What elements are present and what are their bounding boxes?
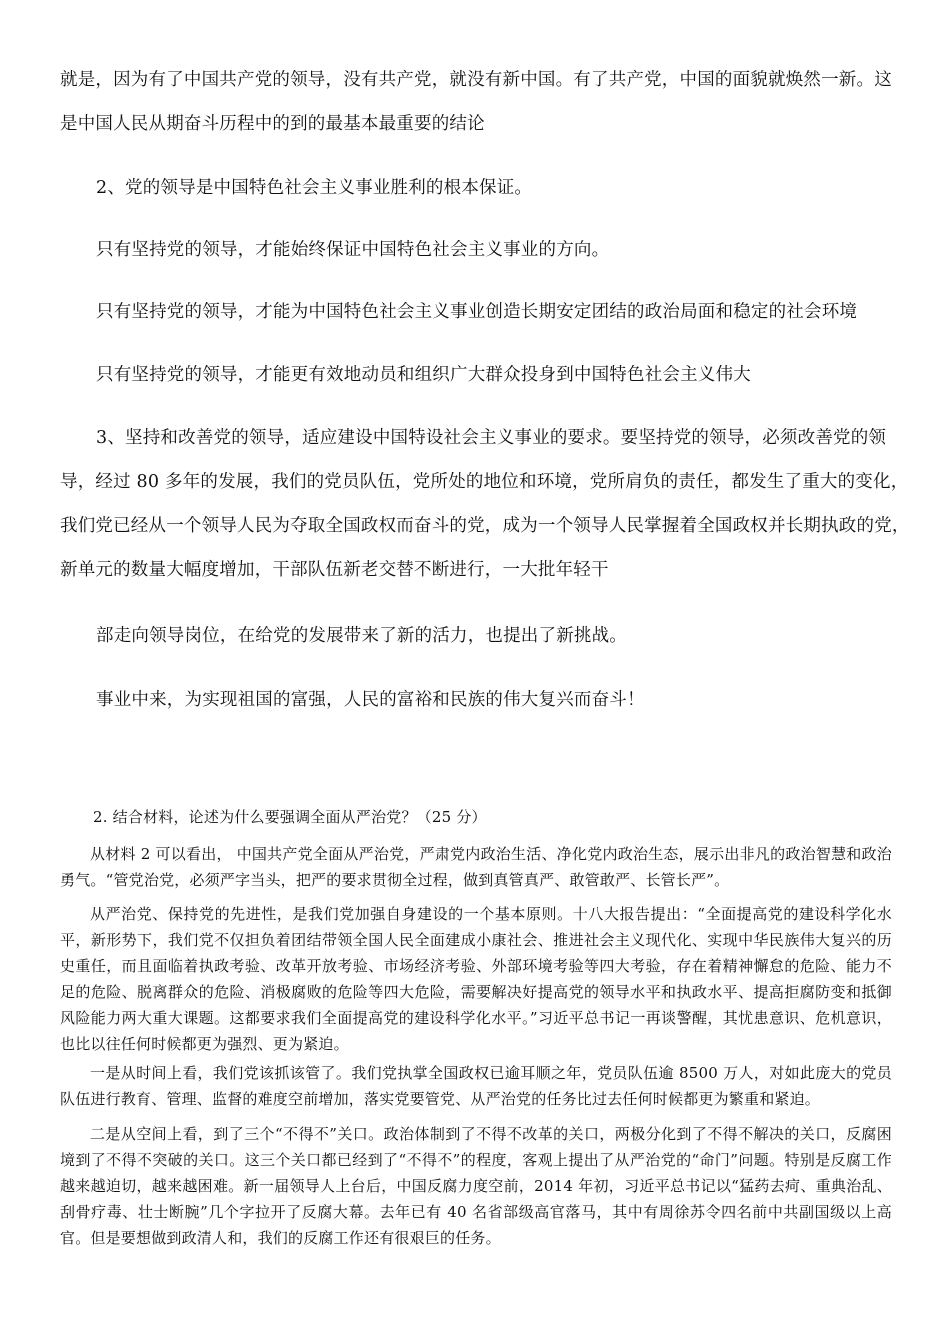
paragraph-line: 我们党已经从一个领导人民为夺取全国政权而奋斗的党，成为一个领导人民掌握着全国政权并长期执政的党， [60,516,910,536]
paragraph-line: 部走向领导岗位，在给党的发展带来了新的活力，也提出了新挑战。 [96,626,627,646]
paragraph-line: 事业中来，为实现祖国的富强，人民的富裕和民族的伟大复兴而奋斗！ [96,690,645,710]
question-heading: 2. 结合材料，论述为什么要强调全面从严治党？（25 分） [93,808,487,826]
paragraph-line: 就是，因为有了中国共产党的领导，没有共产党，就没有新中国。有了共产党，中国的面貌就焕然一新。这 [60,70,892,90]
paragraph-line: 只有坚持党的领导，才能始终保证中国特色社会主义事业的方向。 [96,240,610,260]
paragraph-line: 3、坚持和改善党的领导，适应建设中国特设社会主义事业的要求。要坚持党的领导，必须改善党的领 [96,428,887,448]
paragraph-line: 导，经过 80 多年的发展，我们的党员队伍，党所处的地位和环境，党所肩负的责任，都发生了重大的变化， [60,472,909,492]
paragraph-line: 是中国人民从期奋斗历程中的到的最基本最重要的结论 [60,114,485,134]
answer-paragraph: 从材料 2 可以看出， 中国共产党全面从严治党，严肃党内政治生活、净化党内政治生态，展示出非凡的政治智慧和政治勇气。“管党治党，必须严字当头，把严的要求贯彻全过程，做到真管真严、敢管敢严、长管长严”。 [60,845,892,889]
answer-paragraph: 从严治党、保持党的先进性，是我们党加强自身建设的一个基本原则。十八大报告提出：“全面提高党的建设科学化水平，新形势下，我们党不仅担负着团结带领全国人民全面建成小康社会、推进社会主义现代化、实现中华民族伟大复兴的历史重任，而且面临着执政考验、改革开放考验、市场经济考验、外部环境考验等四大考验，存在着精神懈怠的危险、能力不足的危险、脱离群众的危险、消极腐败的危险等四大危险，需要解决好提高党的领导水平和执政水平、提高拒腐防变和抵御风险能力两大重大课题。这都要求我们全面提高党的建设科学化水平。”习近平总书记一再谈警醒，其忧患意识、危机意识，也比以往任何时候都更为强烈、更为紧迫。 [60,905,892,1053]
paragraph-line: 只有坚持党的领导，才能为中国特色社会主义事业创造长期安定团结的政治局面和稳定的社会环境 [96,302,858,322]
paragraph-line: 新单元的数量大幅度增加，干部队伍新老交替不断进行，一大批年轻干 [60,560,609,580]
answer-paragraph: 一是从时间上看，我们党该抓该管了。我们党执掌全国政权已逾耳顺之年，党员队伍逾 8500 万人，对如此庞大的党员队伍进行教育、管理、监督的难度空前增加，落实党要管党、从严治党的任务比过去任何时候都更为繁重和紧迫。 [60,1064,892,1108]
paragraph-line: 只有坚持党的领导，才能更有效地动员和组织广大群众投身到中国特色社会主义伟大 [96,365,751,385]
section-heading: 2、党的领导是中国特色社会主义事业胜利的根本保证。 [96,178,533,198]
answer-paragraph: 二是从空间上看，到了三个“不得不”关口。政治体制到了不得不改革的关口，两极分化到了不得不解决的关口，反腐困境到了不得不突破的关口。这三个关口都已经到了“不得不”的程度，客观上提出了从严治党的“命门”问题。特别是反腐工作越来越迫切，越来越困难。新一届领导人上台后，中国反腐力度空前，2014 年初，习近平总书记以“猛药去疴、重典治乱、刮骨疗毒、壮士断腕”几个字拉开了反腐大幕。去年已有 40 名省部级高官落马，其中有周徐苏令四名前中共副国级以上高官。但是要想做到政清人和，我们的反腐工作还有很艰巨的任务。 [60,1125,892,1247]
